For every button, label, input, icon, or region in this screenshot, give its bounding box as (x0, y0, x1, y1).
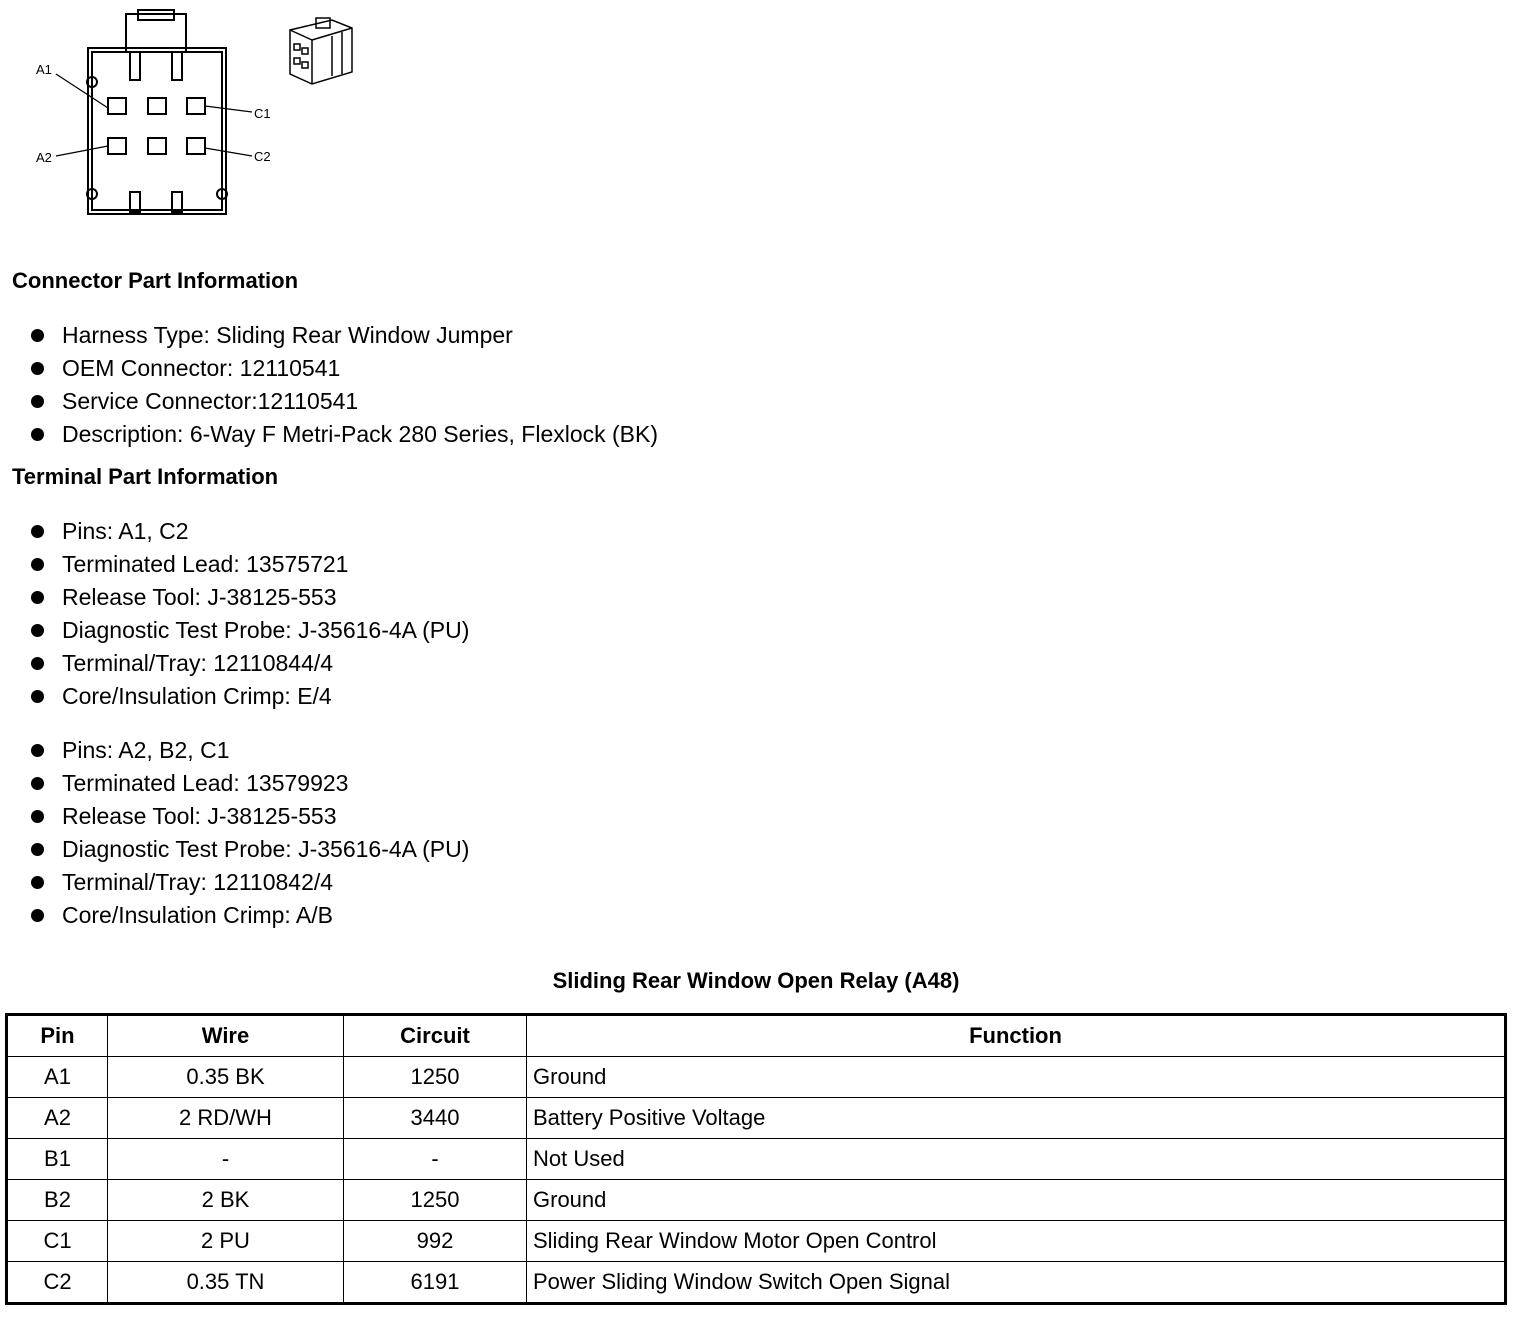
cell-circuit: 992 (344, 1221, 527, 1262)
list-item: Core/Insulation Crimp: A/B (28, 899, 469, 932)
bullet-icon (31, 395, 44, 408)
list-item: Description: 6-Way F Metri-Pack 280 Series, Flexlock (BK) (28, 418, 658, 451)
bullet-icon (31, 843, 44, 856)
list-item: Terminated Lead: 13575721 (28, 548, 469, 581)
column-header-wire: Wire (108, 1015, 344, 1057)
cell-pin: A2 (7, 1098, 108, 1139)
table-row (7, 1221, 1506, 1262)
terminal-group-2-list (28, 734, 469, 932)
label-c2: C2 (254, 149, 271, 164)
bullet-icon (31, 657, 44, 670)
column-header-pin: Pin (7, 1015, 108, 1057)
bullet-icon (31, 525, 44, 538)
bullet-icon (31, 777, 44, 790)
cell-circuit: - (344, 1139, 527, 1180)
table-row (7, 1139, 1506, 1180)
label-c1: C1 (254, 106, 271, 121)
cell-pin: C1 (7, 1221, 108, 1262)
list-item: Core/Insulation Crimp: E/4 (28, 680, 469, 713)
list-item: Service Connector:12110541 (28, 385, 658, 418)
list-item: Terminal/Tray: 12110844/4 (28, 647, 469, 680)
list-item: Diagnostic Test Probe: J-35616-4A (PU) (28, 614, 469, 647)
cell-wire: 0.35 TN (108, 1262, 344, 1304)
cell-function: Not Used (527, 1139, 1506, 1180)
cell-function: Sliding Rear Window Motor Open Control (527, 1221, 1506, 1262)
table-header-row (7, 1015, 1506, 1057)
list-item: Pins: A1, C2 (28, 515, 469, 548)
connector-isometric-icon (282, 10, 362, 90)
list-item: OEM Connector: 12110541 (28, 352, 658, 385)
bullet-icon (31, 690, 44, 703)
cell-wire: 2 RD/WH (108, 1098, 344, 1139)
cell-function: Ground (527, 1057, 1506, 1098)
list-item: Harness Type: Sliding Rear Window Jumper (28, 319, 658, 352)
bullet-icon (31, 558, 44, 571)
list-item: Release Tool: J-38125-553 (28, 800, 469, 833)
cell-circuit: 3440 (344, 1098, 527, 1139)
cell-pin: A1 (7, 1057, 108, 1098)
cell-circuit: 1250 (344, 1180, 527, 1221)
bullet-icon (31, 876, 44, 889)
connector-info-heading: Connector Part Information (12, 268, 299, 293)
table-row (7, 1098, 1506, 1139)
bullet-icon (31, 624, 44, 637)
list-item: Release Tool: J-38125-553 (28, 581, 469, 614)
cell-wire: 0.35 BK (108, 1057, 344, 1098)
cell-circuit: 6191 (344, 1262, 527, 1304)
cell-wire: - (108, 1139, 344, 1180)
cell-circuit: 1250 (344, 1057, 527, 1098)
label-a2: A2 (36, 150, 52, 165)
cell-function: Power Sliding Window Switch Open Signal (527, 1262, 1506, 1304)
cell-wire: 2 PU (108, 1221, 344, 1262)
cell-wire: 2 BK (108, 1180, 344, 1221)
bullet-icon (31, 810, 44, 823)
list-item: Terminal/Tray: 12110842/4 (28, 866, 469, 899)
bullet-icon (31, 428, 44, 441)
list-item: Terminated Lead: 13579923 (28, 767, 469, 800)
bullet-icon (31, 329, 44, 342)
cell-function: Ground (527, 1180, 1506, 1221)
cell-pin: C2 (7, 1262, 108, 1304)
table-row (7, 1262, 1506, 1304)
list-item: Diagnostic Test Probe: J-35616-4A (PU) (28, 833, 469, 866)
pinout-table (5, 1013, 1507, 1305)
column-header-circuit: Circuit (344, 1015, 527, 1057)
label-a1: A1 (36, 62, 52, 77)
table-title: Sliding Rear Window Open Relay (A48) (552, 968, 960, 993)
cell-pin: B2 (7, 1180, 108, 1221)
bullet-icon (31, 591, 44, 604)
cell-pin: B1 (7, 1139, 108, 1180)
cell-function: Battery Positive Voltage (527, 1098, 1506, 1139)
bullet-icon (31, 362, 44, 375)
connector-info-list (28, 319, 658, 451)
table-row (7, 1180, 1506, 1221)
bullet-icon (31, 744, 44, 757)
list-item: Pins: A2, B2, C1 (28, 734, 469, 767)
column-header-function: Function (527, 1015, 1506, 1057)
terminal-group-1-list (28, 515, 469, 713)
table-row (7, 1057, 1506, 1098)
connector-face-diagram (30, 8, 290, 220)
terminal-info-heading: Terminal Part Information (12, 464, 279, 489)
bullet-icon (31, 909, 44, 922)
